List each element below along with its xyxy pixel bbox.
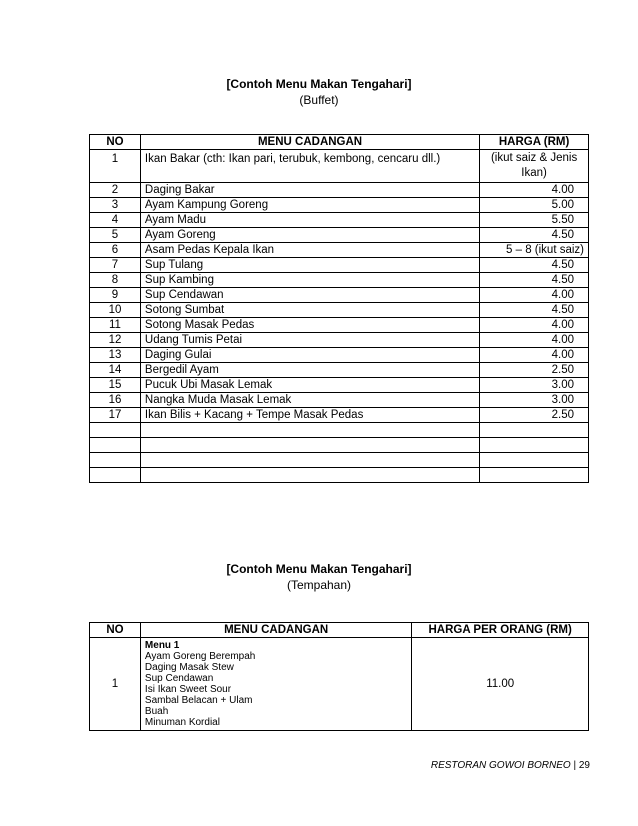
row-menu: Sup Cendawan (140, 288, 479, 303)
empty-cell (90, 438, 141, 453)
row-menu: Asam Pedas Kepala Ikan (140, 243, 479, 258)
table-header-row (90, 623, 589, 638)
header-menu: MENU CADANGAN (140, 135, 479, 150)
menu-set-title: Menu 1 (144, 640, 180, 651)
header-price: HARGA PER ORANG (RM) (412, 623, 589, 638)
footer-brand: RESTORAN GOWOI BORNEO (430, 760, 571, 771)
row-price: 4.00 (480, 288, 589, 303)
row-menu: Udang Tumis Petai (140, 333, 479, 348)
row-price: 5.50 (480, 213, 589, 228)
row-no: 1 (90, 638, 141, 731)
row-menu: Daging Gulai (140, 348, 479, 363)
row-no: 15 (90, 378, 141, 393)
empty-cell (90, 468, 141, 483)
row-no: 2 (90, 183, 141, 198)
row-no: 14 (90, 363, 141, 378)
row-price: 11.00 (412, 638, 589, 731)
footer-separator: | (573, 760, 577, 771)
row-menu: Ayam Kampung Goreng (140, 198, 479, 213)
empty-cell (140, 423, 479, 438)
page-number: 29 (578, 760, 590, 771)
table-row (90, 363, 589, 378)
row-menu: Ayam Goreng (140, 228, 479, 243)
table-row (90, 213, 589, 228)
row-menu: Sotong Masak Pedas (140, 318, 479, 333)
row-price: 4.50 (480, 303, 589, 318)
row-no: 13 (90, 348, 141, 363)
tempahan-title: [Contoh Menu Makan Tengahari] (226, 562, 412, 576)
row-price: 3.00 (480, 393, 589, 408)
table-row (90, 408, 589, 423)
table-row (90, 183, 589, 198)
empty-cell (90, 453, 141, 468)
row-no: 16 (90, 393, 141, 408)
row-no: 9 (90, 288, 141, 303)
table-row (90, 273, 589, 288)
empty-row (90, 438, 589, 453)
row-menu: Ayam Madu (140, 213, 479, 228)
row-no: 17 (90, 408, 141, 423)
row-no: 11 (90, 318, 141, 333)
menu-item: Minuman Kordial (144, 717, 220, 728)
table-row (90, 150, 589, 183)
empty-cell (140, 438, 479, 453)
header-menu: MENU CADANGAN (140, 623, 411, 638)
empty-row (90, 468, 589, 483)
row-menu: Ikan Bilis + Kacang + Tempe Masak Pedas (140, 408, 479, 423)
row-no: 12 (90, 333, 141, 348)
row-menu: Sotong Sumbat (140, 303, 479, 318)
buffet-title: [Contoh Menu Makan Tengahari] (226, 77, 412, 91)
buffet-subtitle: (Buffet) (299, 93, 339, 107)
header-price: HARGA (RM) (480, 135, 589, 150)
row-price: 4.00 (480, 348, 589, 363)
row-menu: Bergedil Ayam (140, 363, 479, 378)
table-row (90, 318, 589, 333)
table-row (90, 303, 589, 318)
row-price: 5 – 8 (ikut saiz) (480, 243, 589, 258)
table-row (90, 333, 589, 348)
row-no: 6 (90, 243, 141, 258)
menu-item: Ayam Goreng Berempah (144, 651, 256, 662)
row-price: 4.00 (480, 183, 589, 198)
empty-cell (140, 468, 479, 483)
row-menu: Nangka Muda Masak Lemak (140, 393, 479, 408)
tempahan-subtitle: (Tempahan) (286, 578, 352, 592)
empty-cell (90, 423, 141, 438)
table-row (90, 638, 589, 731)
menu-item: Isi Ikan Sweet Sour (144, 684, 232, 695)
row-no: 7 (90, 258, 141, 273)
row-no: 4 (90, 213, 141, 228)
row-no: 8 (90, 273, 141, 288)
empty-row (90, 453, 589, 468)
row-menu: Pucuk Ubi Masak Lemak (140, 378, 479, 393)
row-no: 1 (90, 150, 141, 183)
table-row (90, 288, 589, 303)
row-price: 4.50 (480, 273, 589, 288)
menu-item: Daging Masak Stew (144, 662, 234, 673)
row-price: (ikut saiz & Jenis Ikan) (480, 150, 589, 183)
table-row (90, 228, 589, 243)
menu-item: Buah (144, 706, 169, 717)
row-menu: Ikan Bakar (cth: Ikan pari, terubuk, kembong, cencaru dll.) (140, 150, 479, 183)
table-row (90, 258, 589, 273)
page-footer (431, 760, 590, 771)
table-row (90, 198, 589, 213)
empty-row (90, 423, 589, 438)
row-no: 5 (90, 228, 141, 243)
table-row (90, 393, 589, 408)
empty-cell (140, 453, 479, 468)
row-no: 10 (90, 303, 141, 318)
row-price: 4.50 (480, 228, 589, 243)
empty-cell (480, 423, 589, 438)
row-price: 3.00 (480, 378, 589, 393)
row-price: 4.50 (480, 258, 589, 273)
row-menu: Sup Tulang (140, 258, 479, 273)
row-menu: Sup Kambing (140, 273, 479, 288)
row-no: 3 (90, 198, 141, 213)
row-price: 4.00 (480, 318, 589, 333)
row-menu: Daging Bakar (140, 183, 479, 198)
table-header-row (90, 135, 589, 150)
header-no: NO (90, 135, 141, 150)
menu-item: Sup Cendawan (144, 673, 214, 684)
buffet-menu-table (89, 134, 589, 483)
empty-cell (480, 468, 589, 483)
row-price: 2.50 (480, 363, 589, 378)
header-no: NO (90, 623, 141, 638)
empty-cell (480, 438, 589, 453)
row-price: 5.00 (480, 198, 589, 213)
tempahan-menu-table (89, 622, 589, 731)
menu-item: Sambal Belacan + Ulam (144, 695, 253, 706)
row-price: 4.00 (480, 333, 589, 348)
row-price: 2.50 (480, 408, 589, 423)
table-row (90, 378, 589, 393)
row-menu (140, 638, 411, 731)
empty-cell (480, 453, 589, 468)
table-row (90, 348, 589, 363)
table-row (90, 243, 589, 258)
